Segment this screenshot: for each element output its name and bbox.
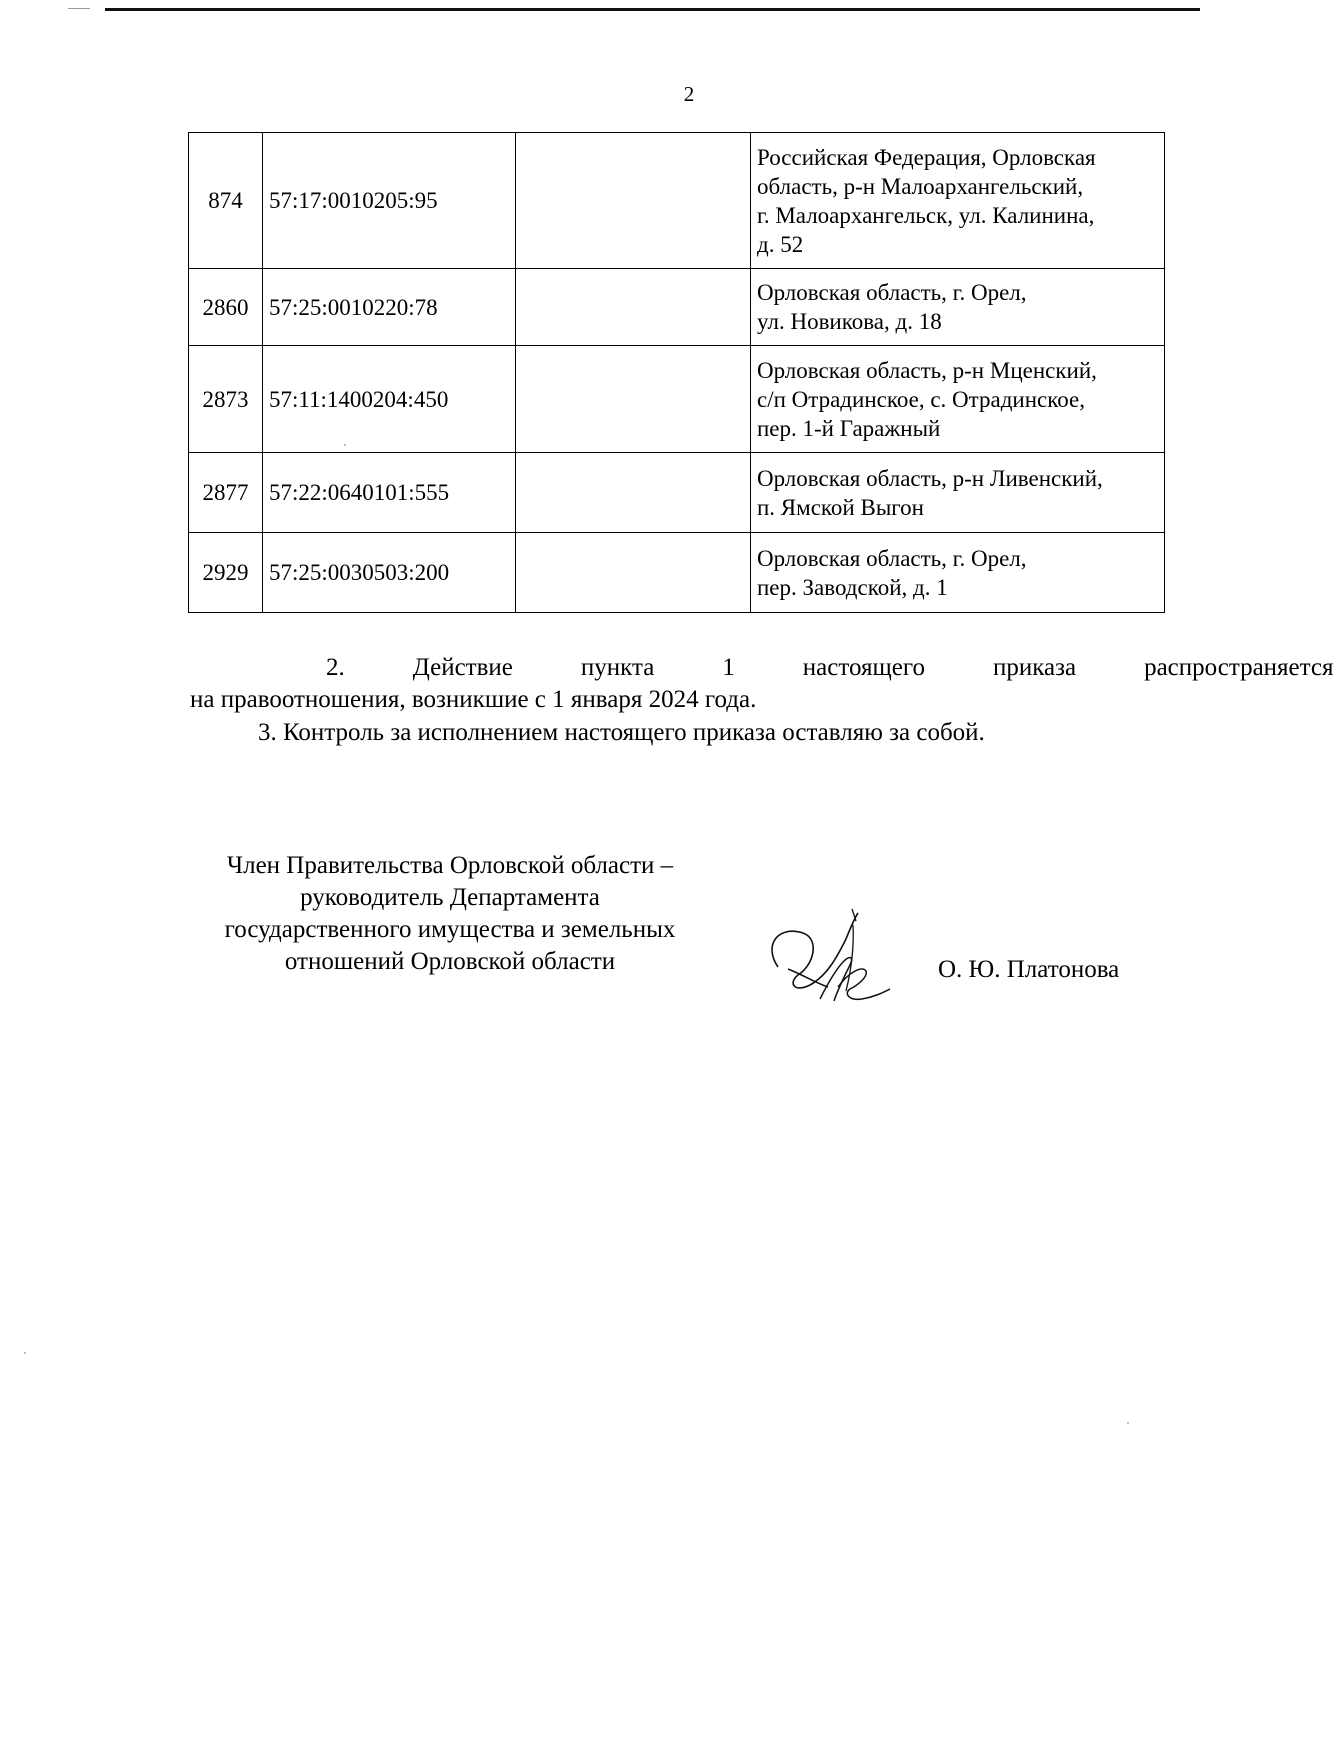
row-number-cell: 2873 (189, 346, 263, 453)
position-line: Член Правительства Орловской области – (226, 852, 674, 879)
cadastral-number-cell: 57:25:0030503:200 (263, 533, 516, 613)
position-line: государственного имущества и земельных (224, 916, 676, 943)
empty-cell (516, 533, 751, 613)
cadastral-number-cell: 57:22:0640101:555 (263, 453, 516, 533)
empty-cell (516, 346, 751, 453)
paragraph-2-word: пункта (580, 654, 655, 681)
scan-speck (24, 1352, 26, 1354)
paragraph-2-word: настоящего (802, 654, 925, 681)
paragraph-2-continuation: на правоотношения, возникшие с 1 января 2024 года. (190, 686, 757, 713)
scan-edge-line (105, 8, 1200, 11)
objects-table (188, 132, 1165, 613)
signer-position (180, 850, 720, 978)
paragraph-2-word: 1 (722, 654, 735, 681)
address-line: область, р-н Малоархангельский, (757, 173, 1084, 199)
page-number: 2 (683, 82, 695, 106)
row-number-cell: 2877 (189, 453, 263, 533)
empty-cell (516, 133, 751, 269)
cadastral-number-cell: 57:25:0010220:78 (263, 269, 516, 346)
address-line: ул. Новикова, д. 18 (757, 309, 942, 334)
address-line: Орловская область, г. Орел, (757, 545, 1027, 571)
cadastral-number-cell: 57:17:0010205:95 (263, 133, 516, 269)
paragraph-2-word: распространяется (1144, 654, 1333, 681)
address-cell (751, 346, 1165, 453)
scan-speck (1127, 1422, 1129, 1424)
address-line: пер. Заводской, д. 1 (757, 574, 948, 600)
objects-table-body (189, 133, 1165, 613)
address-cell (751, 453, 1165, 533)
paragraph-2 (190, 652, 1333, 716)
paragraph-2-word: Действие (412, 654, 513, 681)
address-line: пер. 1-й Гаражный (757, 415, 941, 441)
row-number-cell: 2929 (189, 533, 263, 613)
paragraph-2-word: приказа (992, 654, 1077, 681)
table-row (189, 269, 1165, 346)
paragraph-2-word: 2. (326, 654, 345, 681)
address-cell (751, 133, 1165, 269)
address-line: Орловская область, р-н Мценский, (757, 357, 1097, 383)
address-line: п. Ямской Выгон (757, 494, 924, 520)
signer-name: О. Ю. Платонова (938, 956, 1120, 983)
handwritten-signature (758, 905, 908, 1015)
address-line: с/п Отрадинское, с. Отрадинское, (757, 386, 1085, 412)
paragraph-2-first-line (190, 652, 1333, 684)
address-line: д. 52 (757, 231, 804, 257)
table-row (189, 346, 1165, 453)
table-row (189, 133, 1165, 269)
row-number-cell: 874 (189, 133, 263, 269)
address-line: Российская Федерация, Орловская (757, 144, 1096, 170)
empty-cell (516, 453, 751, 533)
table-row (189, 453, 1165, 533)
scan-artifact (68, 8, 90, 9)
paragraph-3: 3. Контроль за исполнением настоящего приказа оставляю за собой. (258, 719, 985, 746)
cadastral-number-cell: 57:11:1400204:450 (263, 346, 516, 453)
row-number-cell: 2860 (189, 269, 263, 346)
address-cell (751, 533, 1165, 613)
address-line: Орловская область, р-н Ливенский, (757, 465, 1103, 491)
address-line: г. Малоархангельск, ул. Калинина, (757, 202, 1095, 228)
empty-cell (516, 269, 751, 346)
table-row (189, 533, 1165, 613)
address-line: Орловская область, г. Орел, (757, 280, 1027, 305)
position-line: отношений Орловской области (284, 948, 616, 975)
scan-speck (344, 444, 346, 446)
position-line: руководитель Департамента (300, 884, 600, 911)
address-cell (751, 269, 1165, 346)
